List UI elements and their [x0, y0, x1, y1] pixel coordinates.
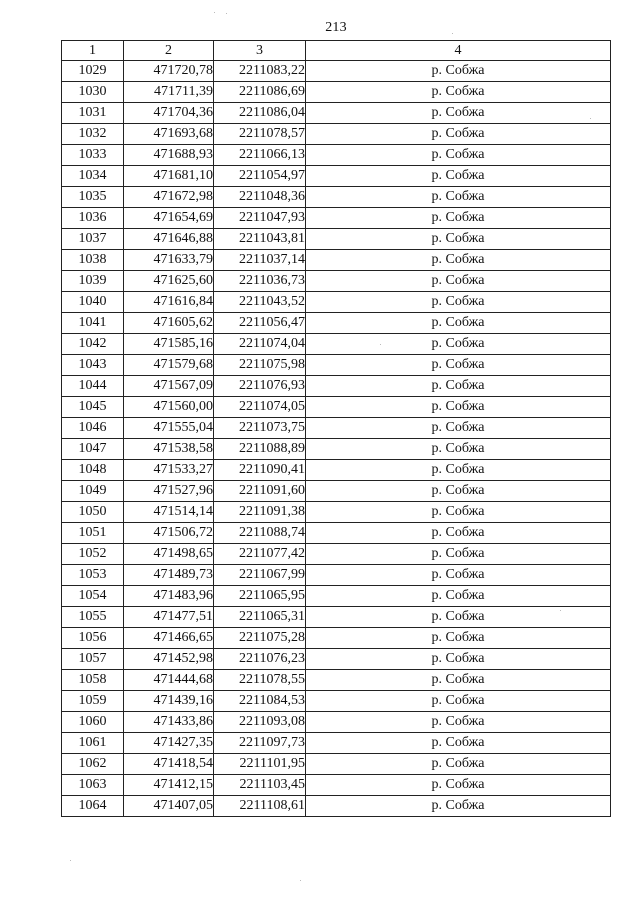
- x-coordinate-cell: 471466,65: [124, 628, 214, 649]
- table-row: [62, 754, 611, 775]
- point-number-cell: 1035: [62, 187, 124, 208]
- y-coordinate-cell: 2211073,75: [214, 418, 306, 439]
- table-row: [62, 607, 611, 628]
- point-number-cell: 1061: [62, 733, 124, 754]
- x-coordinate-cell: 471681,10: [124, 166, 214, 187]
- point-number-cell: 1060: [62, 712, 124, 733]
- description-cell: р. Собжа: [306, 208, 611, 229]
- x-coordinate-cell: 471407,05: [124, 796, 214, 817]
- x-coordinate-cell: 471688,93: [124, 145, 214, 166]
- description-cell: р. Собжа: [306, 124, 611, 145]
- x-coordinate-cell: 471418,54: [124, 754, 214, 775]
- point-number-cell: 1030: [62, 82, 124, 103]
- x-coordinate-cell: 471585,16: [124, 334, 214, 355]
- x-coordinate-cell: 471625,60: [124, 271, 214, 292]
- x-coordinate-cell: 471704,36: [124, 103, 214, 124]
- y-coordinate-cell: 2211066,13: [214, 145, 306, 166]
- point-number-cell: 1045: [62, 397, 124, 418]
- x-coordinate-cell: 471567,09: [124, 376, 214, 397]
- point-number-cell: 1046: [62, 418, 124, 439]
- description-cell: р. Собжа: [306, 166, 611, 187]
- point-number-cell: 1048: [62, 460, 124, 481]
- description-cell: р. Собжа: [306, 754, 611, 775]
- description-cell: р. Собжа: [306, 733, 611, 754]
- table-row: [62, 145, 611, 166]
- y-coordinate-cell: 2211091,38: [214, 502, 306, 523]
- point-number-cell: 1031: [62, 103, 124, 124]
- scan-speck: [590, 118, 591, 119]
- table-row: [62, 649, 611, 670]
- column-header-4: 4: [306, 41, 611, 61]
- description-cell: р. Собжа: [306, 397, 611, 418]
- description-cell: р. Собжа: [306, 544, 611, 565]
- point-number-cell: 1039: [62, 271, 124, 292]
- x-coordinate-cell: 471579,68: [124, 355, 214, 376]
- point-number-cell: 1062: [62, 754, 124, 775]
- point-number-cell: 1047: [62, 439, 124, 460]
- y-coordinate-cell: 2211067,99: [214, 565, 306, 586]
- x-coordinate-cell: 471439,16: [124, 691, 214, 712]
- table-row: [62, 523, 611, 544]
- table-row: [62, 460, 611, 481]
- scan-speck: [560, 610, 561, 611]
- point-number-cell: 1038: [62, 250, 124, 271]
- y-coordinate-cell: 2211078,55: [214, 670, 306, 691]
- table-row: [62, 166, 611, 187]
- y-coordinate-cell: 2211084,53: [214, 691, 306, 712]
- table-row: [62, 733, 611, 754]
- description-cell: р. Собжа: [306, 796, 611, 817]
- x-coordinate-cell: 471506,72: [124, 523, 214, 544]
- y-coordinate-cell: 2211065,95: [214, 586, 306, 607]
- page-number: 213: [325, 20, 347, 35]
- y-coordinate-cell: 2211103,45: [214, 775, 306, 796]
- point-number-cell: 1053: [62, 565, 124, 586]
- description-cell: р. Собжа: [306, 565, 611, 586]
- description-cell: р. Собжа: [306, 103, 611, 124]
- y-coordinate-cell: 2211074,05: [214, 397, 306, 418]
- point-number-cell: 1037: [62, 229, 124, 250]
- table-row: [62, 628, 611, 649]
- point-number-cell: 1057: [62, 649, 124, 670]
- table-row: [62, 775, 611, 796]
- description-cell: р. Собжа: [306, 691, 611, 712]
- x-coordinate-cell: 471605,62: [124, 313, 214, 334]
- description-cell: р. Собжа: [306, 355, 611, 376]
- point-number-cell: 1040: [62, 292, 124, 313]
- table-row: [62, 103, 611, 124]
- x-coordinate-cell: 471477,51: [124, 607, 214, 628]
- x-coordinate-cell: 471672,98: [124, 187, 214, 208]
- description-cell: р. Собжа: [306, 439, 611, 460]
- x-coordinate-cell: 471412,15: [124, 775, 214, 796]
- y-coordinate-cell: 2211065,31: [214, 607, 306, 628]
- x-coordinate-cell: 471633,79: [124, 250, 214, 271]
- x-coordinate-cell: 471533,27: [124, 460, 214, 481]
- point-number-cell: 1033: [62, 145, 124, 166]
- scan-speck: [226, 13, 227, 14]
- y-coordinate-cell: 2211077,42: [214, 544, 306, 565]
- x-coordinate-cell: 471514,14: [124, 502, 214, 523]
- description-cell: р. Собжа: [306, 145, 611, 166]
- y-coordinate-cell: 2211048,36: [214, 187, 306, 208]
- table-row: [62, 250, 611, 271]
- table-row: [62, 397, 611, 418]
- point-number-cell: 1059: [62, 691, 124, 712]
- point-number-cell: 1064: [62, 796, 124, 817]
- y-coordinate-cell: 2211037,14: [214, 250, 306, 271]
- y-coordinate-cell: 2211056,47: [214, 313, 306, 334]
- y-coordinate-cell: 2211078,57: [214, 124, 306, 145]
- y-coordinate-cell: 2211047,93: [214, 208, 306, 229]
- table-row: [62, 61, 611, 82]
- y-coordinate-cell: 2211093,08: [214, 712, 306, 733]
- description-cell: р. Собжа: [306, 334, 611, 355]
- description-cell: р. Собжа: [306, 61, 611, 82]
- point-number-cell: 1034: [62, 166, 124, 187]
- point-number-cell: 1054: [62, 586, 124, 607]
- scan-speck: [452, 33, 453, 34]
- x-coordinate-cell: 471654,69: [124, 208, 214, 229]
- description-cell: р. Собжа: [306, 481, 611, 502]
- x-coordinate-cell: 471720,78: [124, 61, 214, 82]
- y-coordinate-cell: 2211101,95: [214, 754, 306, 775]
- description-cell: р. Собжа: [306, 292, 611, 313]
- x-coordinate-cell: 471711,39: [124, 82, 214, 103]
- table-row: [62, 376, 611, 397]
- table-row: [62, 292, 611, 313]
- description-cell: р. Собжа: [306, 628, 611, 649]
- table-row: [62, 187, 611, 208]
- point-number-cell: 1042: [62, 334, 124, 355]
- table-row: [62, 796, 611, 817]
- x-coordinate-cell: 471452,98: [124, 649, 214, 670]
- description-cell: р. Собжа: [306, 649, 611, 670]
- y-coordinate-cell: 2211086,04: [214, 103, 306, 124]
- x-coordinate-cell: 471646,88: [124, 229, 214, 250]
- scan-speck: [70, 860, 71, 861]
- point-number-cell: 1052: [62, 544, 124, 565]
- description-cell: р. Собжа: [306, 712, 611, 733]
- x-coordinate-cell: 471489,73: [124, 565, 214, 586]
- point-number-cell: 1056: [62, 628, 124, 649]
- y-coordinate-cell: 2211088,74: [214, 523, 306, 544]
- point-number-cell: 1058: [62, 670, 124, 691]
- y-coordinate-cell: 2211076,23: [214, 649, 306, 670]
- table-row: [62, 355, 611, 376]
- y-coordinate-cell: 2211097,73: [214, 733, 306, 754]
- table-row: [62, 229, 611, 250]
- x-coordinate-cell: 471483,96: [124, 586, 214, 607]
- table-row: [62, 565, 611, 586]
- point-number-cell: 1044: [62, 376, 124, 397]
- column-header-3: 3: [214, 41, 306, 61]
- description-cell: р. Собжа: [306, 313, 611, 334]
- y-coordinate-cell: 2211090,41: [214, 460, 306, 481]
- x-coordinate-cell: 471427,35: [124, 733, 214, 754]
- table-row: [62, 82, 611, 103]
- table-row: [62, 481, 611, 502]
- table-row: [62, 124, 611, 145]
- table-row: [62, 544, 611, 565]
- y-coordinate-cell: 2211036,73: [214, 271, 306, 292]
- x-coordinate-cell: 471538,58: [124, 439, 214, 460]
- y-coordinate-cell: 2211108,61: [214, 796, 306, 817]
- y-coordinate-cell: 2211091,60: [214, 481, 306, 502]
- description-cell: р. Собжа: [306, 187, 611, 208]
- point-number-cell: 1063: [62, 775, 124, 796]
- x-coordinate-cell: 471560,00: [124, 397, 214, 418]
- description-cell: р. Собжа: [306, 460, 611, 481]
- point-number-cell: 1036: [62, 208, 124, 229]
- description-cell: р. Собжа: [306, 775, 611, 796]
- point-number-cell: 1041: [62, 313, 124, 334]
- table-row: [62, 439, 611, 460]
- y-coordinate-cell: 2211076,93: [214, 376, 306, 397]
- description-cell: р. Собжа: [306, 586, 611, 607]
- scan-speck: [300, 880, 301, 881]
- point-number-cell: 1029: [62, 61, 124, 82]
- y-coordinate-cell: 2211043,81: [214, 229, 306, 250]
- x-coordinate-cell: 471444,68: [124, 670, 214, 691]
- column-header-2: 2: [124, 41, 214, 61]
- description-cell: р. Собжа: [306, 376, 611, 397]
- point-number-cell: 1055: [62, 607, 124, 628]
- table-header: [62, 41, 611, 61]
- table-row: [62, 334, 611, 355]
- point-number-cell: 1043: [62, 355, 124, 376]
- y-coordinate-cell: 2211074,04: [214, 334, 306, 355]
- y-coordinate-cell: 2211088,89: [214, 439, 306, 460]
- description-cell: р. Собжа: [306, 250, 611, 271]
- y-coordinate-cell: 2211083,22: [214, 61, 306, 82]
- x-coordinate-cell: 471498,65: [124, 544, 214, 565]
- x-coordinate-cell: 471527,96: [124, 481, 214, 502]
- table-row: [62, 670, 611, 691]
- table-row: [62, 502, 611, 523]
- table-body: [62, 61, 611, 817]
- x-coordinate-cell: 471693,68: [124, 124, 214, 145]
- point-number-cell: 1049: [62, 481, 124, 502]
- y-coordinate-cell: 2211043,52: [214, 292, 306, 313]
- description-cell: р. Собжа: [306, 229, 611, 250]
- y-coordinate-cell: 2211075,98: [214, 355, 306, 376]
- y-coordinate-cell: 2211054,97: [214, 166, 306, 187]
- coordinates-table: [61, 40, 611, 817]
- x-coordinate-cell: 471433,86: [124, 712, 214, 733]
- description-cell: р. Собжа: [306, 418, 611, 439]
- point-number-cell: 1050: [62, 502, 124, 523]
- table-row: [62, 271, 611, 292]
- point-number-cell: 1051: [62, 523, 124, 544]
- x-coordinate-cell: 471616,84: [124, 292, 214, 313]
- scan-speck: [214, 12, 215, 13]
- point-number-cell: 1032: [62, 124, 124, 145]
- y-coordinate-cell: 2211086,69: [214, 82, 306, 103]
- scan-speck: [380, 344, 381, 345]
- description-cell: р. Собжа: [306, 607, 611, 628]
- table-row: [62, 418, 611, 439]
- description-cell: р. Собжа: [306, 502, 611, 523]
- description-cell: р. Собжа: [306, 523, 611, 544]
- description-cell: р. Собжа: [306, 670, 611, 691]
- table-row: [62, 586, 611, 607]
- x-coordinate-cell: 471555,04: [124, 418, 214, 439]
- description-cell: р. Собжа: [306, 271, 611, 292]
- column-header-1: 1: [62, 41, 124, 61]
- y-coordinate-cell: 2211075,28: [214, 628, 306, 649]
- table-row: [62, 313, 611, 334]
- table-row: [62, 691, 611, 712]
- header-row: [62, 41, 611, 61]
- table-row: [62, 208, 611, 229]
- table-row: [62, 712, 611, 733]
- description-cell: р. Собжа: [306, 82, 611, 103]
